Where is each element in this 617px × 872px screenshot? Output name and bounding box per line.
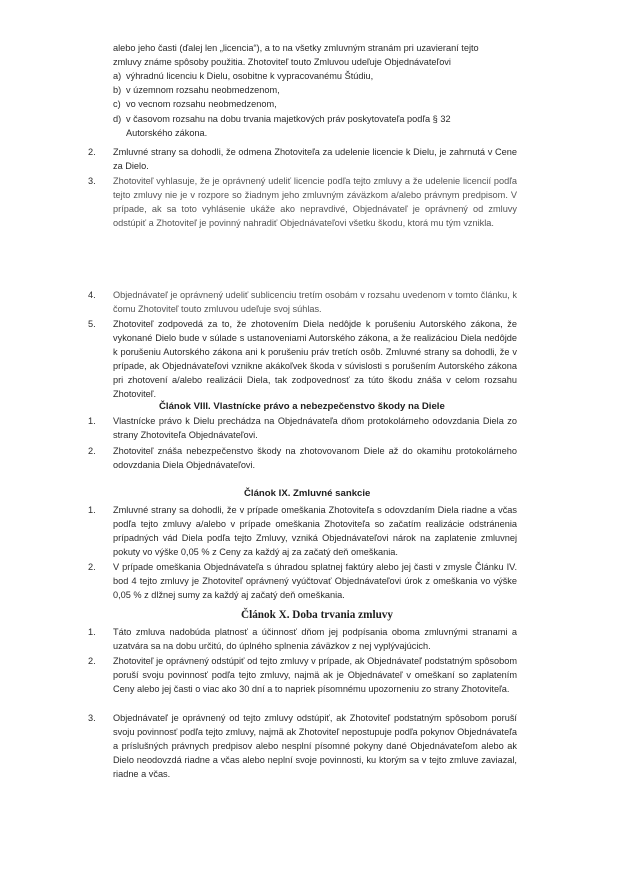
art7-point-5-text: Zhotoviteľ zodpovedá za to, že zhotovením Diela nedôjde k porušeniu Autorského zákona, že vykonané Dielo bude v súlade s ustanoveniami Autorského zákona, a že realizáciou Diela nedôjde k porušeniu Autorského zákona ani k porušeniu práv tretích osôb. Zmluvné strany sa dohodli, že v prípade, ak Objednávateľovi vznikne akákoľvek škoda v súvislosti s porušením Autorského zákona pri zhotovení a/alebo realizácii Diela, tak zodpovednosť za túto škodu znáša v celom rozsahu Zhotoviteľ.	[113, 319, 517, 399]
art7-point-4-number: 4.	[88, 290, 96, 300]
article-8-heading: Článok VIII. Vlastnícke právo a nebezpečenstvo škody na Diele	[159, 401, 445, 412]
intro-line-1: alebo jeho časti (ďalej len „licencia“), a to na všetky zmluvným stranám pri uzavieraní tejto	[113, 43, 479, 53]
art10-point-3-text: Objednávateľ je oprávnený od tejto zmluvy odstúpiť, ak Zhotoviteľ podstatným spôsobom poruší svoju povinnosť podľa tejto zmluvy, najmä ak Zhotoviteľ nepostupuje podľa pokynov Objednávateľa a príslušných právnych predpisov alebo nesplní písomné pokyny dané Objednávateľom alebo ak Dielo neodovzdá riadne a včas alebo neplní svoje povinnosti, ku ktorým sa v tejto zmluve zaviazal, riadne a včas.	[113, 713, 517, 779]
intro-item-b-label: b)	[113, 85, 122, 95]
art7-point-2-number: 2.	[88, 147, 96, 157]
art9-point-1-text: Zmluvné strany sa dohodli, že v prípade omeškania Zhotoviteľa s odovzdaním Diela riadne a včas podľa tejto zmluvy a/alebo v prípade omeškania Zhotoviteľa so začatím realizácie odstránenia prípadných vád Diela podľa tejto Zmluvy, vzniká Objednávateľovi nárok na zaplatenie zmluvnej pokuty vo výške 0,05 % z Ceny za každý aj za začatý deň omeškania.	[113, 505, 517, 557]
art10-point-1-text: Táto zmluva nadobúda platnosť a účinnosť dňom jej podpísania oboma zmluvnými stranami a uzatvára sa na dobu určitú, do úplného splnenia záväzkov z nej vyplývajúcich.	[113, 627, 517, 651]
intro-item-b-text: v územnom rozsahu neobmedzenom,	[126, 85, 280, 95]
intro-item-c-label: c)	[113, 99, 121, 109]
art10-point-2-text: Zhotoviteľ je oprávnený odstúpiť od tejto zmluvy v prípade, ak Objednávateľ podstatným spôsobom poruší svoju povinnosť podľa tejto zmluvy, najmä ak je Objednávateľ v omeškaní so zaplatením Ceny alebo jej časti o viac ako 30 dní a to napriek písomnému upozorneniu zo strany Zhotoviteľa.	[113, 656, 517, 694]
art7-point-3-number: 3.	[88, 176, 96, 186]
intro-item-d-label: d)	[113, 114, 122, 124]
article-10-heading: Článok X. Doba trvania zmluvy	[241, 609, 393, 621]
art9-point-1-number: 1.	[88, 505, 96, 515]
art10-point-3-number: 3.	[88, 713, 96, 723]
art7-point-5-number: 5.	[88, 319, 96, 329]
intro-item-d-text: v časovom rozsahu na dobu trvania majetkových práv poskytovateľa podľa § 32 Autorského zákona.	[126, 114, 451, 138]
intro-item-a-label: a)	[113, 71, 122, 81]
art8-point-2-text: Zhotoviteľ znáša nebezpečenstvo škody na zhotovovanom Diele až do okamihu protokolárneho odovzdania Diela Objednávateľovi.	[113, 446, 517, 470]
art7-point-4-text: Objednávateľ je oprávnený udeliť sublicenciu tretím osobám v rozsahu uvedenom v tomto článku, k čomu Zhotoviteľ touto zmluvou udeľuje svoj súhlas.	[113, 290, 517, 314]
art10-point-1-number: 1.	[88, 627, 96, 637]
intro-line-2: zmluvy známe spôsoby použitia. Zhotoviteľ touto Zmluvou udeľuje Objednávateľovi	[113, 57, 451, 67]
art8-point-1-number: 1.	[88, 416, 96, 426]
art9-point-2-number: 2.	[88, 562, 96, 572]
art7-point-3-text: Zhotoviteľ vyhlasuje, že je oprávnený udeliť licencie podľa tejto zmluvy a že udelenie licencií podľa tejto zmluvy nie je v rozpore so žiadnym jeho zmluvným záväzkom a/alebo právnym predpisom. V prípade, ak sa toto vyhlásenie ukáže ako nepravdivé, Objednávateľ je oprávnený od zmluvy odstúpiť a Zhotoviteľ je povinný nahradiť Objednávateľovi všetku škodu, ktorá mu tým vznikla.	[113, 176, 517, 228]
intro-item-a-text: výhradnú licenciu k Dielu, osobitne k vypracovanému Štúdiu,	[126, 71, 374, 81]
article-9-heading: Článok IX. Zmluvné sankcie	[244, 488, 371, 499]
art9-point-2-text: V prípade omeškania Objednávateľa s úhradou splatnej faktúry alebo jej časti v zmysle Článku IV. bod 4 tejto zmluvy je Zhotoviteľ oprávnený vyúčtovať Objednávateľovi úrok z omeškania vo výške 0,05 % z dlžnej sumy za každý aj začatý deň omeškania.	[113, 562, 517, 600]
art8-point-2-number: 2.	[88, 446, 96, 456]
art10-point-2-number: 2.	[88, 656, 96, 666]
intro-item-c-text: vo vecnom rozsahu neobmedzenom,	[126, 99, 277, 109]
art7-point-2-text: Zmluvné strany sa dohodli, že odmena Zhotoviteľa za udelenie licencie k Dielu, je zahrnutá v Cene za Dielo.	[113, 147, 517, 171]
art8-point-1-text: Vlastnícke právo k Dielu prechádza na Objednávateľa dňom protokolárneho odovzdania Diela zo strany Zhotoviteľa Objednávateľovi.	[113, 416, 517, 440]
